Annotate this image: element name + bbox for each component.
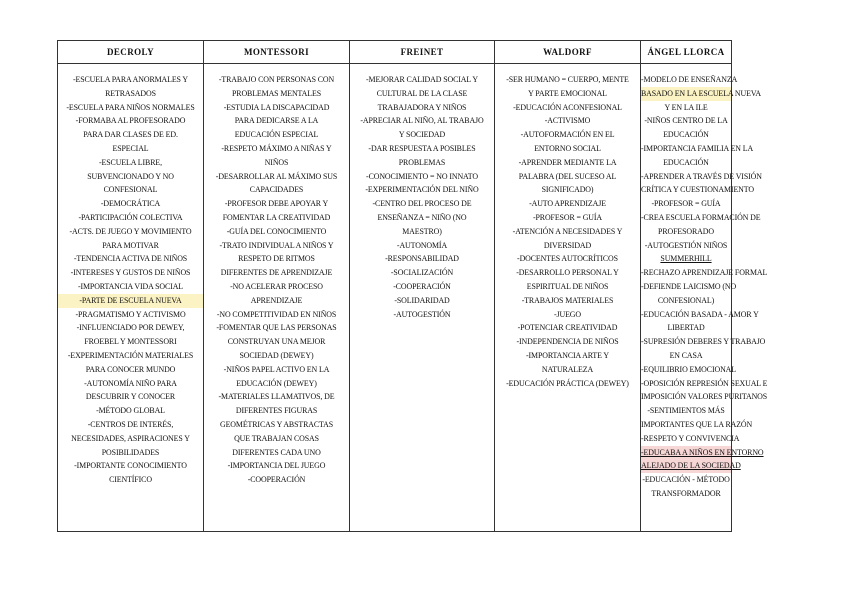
cell-line: ESPECIAL	[112, 143, 149, 153]
cell-line: BASADO EN LA ESCUELA NUEVA	[641, 87, 731, 101]
cell-line: -FORMABA AL PROFESORADO	[75, 116, 186, 126]
cell-line: PARA DEDICARSE A LA	[234, 116, 319, 126]
cell-line: -CENTROS DE INTERÉS,	[87, 419, 174, 429]
cell-line: PROBLEMAS MENTALES	[232, 88, 321, 98]
cell-line: NATURALEZA	[541, 364, 594, 374]
cell-line: -APRENDER MEDIANTE LA	[518, 157, 617, 167]
cell-line: PARA MOTIVAR	[102, 240, 159, 250]
cell-line: ENSEÑANZA = NIÑO (NO	[377, 212, 467, 222]
cell-line: -CENTRO DEL PROCESO DE	[372, 199, 472, 209]
cell-line: Y EN LA ILE	[664, 102, 708, 112]
cell-line: -ACTIVISMO	[544, 116, 591, 126]
cell-line: -JUEGO	[553, 309, 581, 319]
cell-line: -NIÑOS PAPEL ACTIVO EN LA	[223, 364, 330, 374]
cell-line: -TENDENCIA ACTIVA DE NIÑOS	[73, 254, 188, 264]
cell-line: -AUTONOMÍA	[396, 240, 448, 250]
cell-line: EDUCACIÓN	[663, 130, 709, 140]
cell-line: -GUÍA DEL CONOCIMIENTO	[226, 226, 327, 236]
cell-line: DIFERENTES FIGURAS	[235, 406, 318, 416]
cell-line: IMPOSICIÓN VALORES PURITANOS	[641, 392, 768, 402]
column-body-waldorf	[495, 64, 641, 532]
cell-line: SIGNIFICADO)	[541, 185, 594, 195]
column-header-montessori: MONTESSORI	[204, 41, 350, 64]
cell-line: ESPIRITUAL DE NIÑOS	[526, 281, 609, 291]
cell-line: -DEFIENDE LAICISMO (NO	[641, 281, 737, 291]
cell-line: PROBLEMAS	[398, 157, 446, 167]
cell-line: CULTURAL DE LA CLASE	[376, 88, 468, 98]
cell-line: IMPORTANTES QUE LA RAZÓN	[641, 419, 753, 429]
column-body-freinet	[350, 64, 495, 532]
cell-line: LIBERTAD	[667, 323, 705, 333]
cell-line: DIVERSIDAD	[543, 240, 592, 250]
cell-line: -AUTONOMÍA NIÑO PARA	[84, 378, 177, 388]
cell-line: -AUTOGESTIÓN NIÑOS	[644, 240, 728, 250]
cell-line: -ATENCIÓN A NECESIDADES Y	[512, 226, 623, 236]
cell-line: -APRECIAR AL NIÑO, AL TRABAJO	[360, 116, 484, 126]
cell-line: -INFLUENCIADO POR DEWEY,	[76, 323, 185, 333]
cell-line: -TRATO INDIVIDUAL A NIÑOS Y	[219, 240, 334, 250]
cell-line: -DEMOCRÁTICA	[100, 199, 161, 209]
cell-line: -EXPERIMENTACIÓN DEL NIÑO	[365, 185, 479, 195]
cell-line: -EXPERIMENTACIÓN MATERIALES	[67, 350, 194, 360]
cell-line: -OPOSICIÓN REPRESIÓN SEXUAL E	[641, 378, 768, 388]
cell-line: Y SOCIEDAD	[398, 130, 446, 140]
cell-line: -SUPRESIÓN DEBERES Y TRABAJO	[641, 337, 766, 347]
cell-line: -IMPORTANCIA FAMILIA EN LA	[641, 143, 754, 153]
cell-line: -PARTICIPACIÓN COLECTIVA	[78, 212, 183, 222]
cell-line: DIFERENTES CADA UNO	[232, 447, 321, 457]
cell-line: -IMPORTANCIA DEL JUEGO	[227, 461, 326, 471]
cell-line: GEOMÉTRICAS Y ABSTRACTAS	[219, 419, 333, 429]
cell-line: -EDUCABA A NIÑOS EN ENTORNO	[641, 446, 731, 460]
cell-line: SUBVENCIONADO Y NO	[87, 171, 174, 181]
cell-line: -NO COMPETITIVIDAD EN NIÑOS	[216, 309, 337, 319]
cell-line: -PROFESOR DEBE APOYAR Y	[224, 199, 329, 209]
cell-line: DIFERENTES DE APRENDIZAJE	[220, 268, 333, 278]
cell-line: -DOCENTES AUTOCRÍTICOS	[517, 254, 618, 264]
cell-line: -PROFESOR = GUÍA	[532, 212, 603, 222]
cell-line: CRÍTICA Y CUESTIONAMIENTO	[641, 185, 754, 195]
column-header-decroly: DECROLY	[58, 41, 204, 64]
column-header-freinet: FREINET	[350, 41, 495, 64]
cell-line: EDUCACIÓN	[663, 157, 709, 167]
cell-line: QUE TRABAJAN COSAS	[234, 433, 319, 443]
cell-line: SUMMERHILL	[660, 254, 712, 264]
cell-line: -DESARROLLAR AL MÁXIMO SUS	[215, 171, 338, 181]
cell-line: DESCUBRIR Y CONOCER	[85, 392, 176, 402]
cell-line: -PROFESOR = GUÍA	[651, 199, 721, 209]
cell-line: -INTERESES Y GUSTOS DE NIÑOS	[70, 268, 191, 278]
cell-line: -SER HUMANO = CUERPO, MENTE	[506, 75, 629, 84]
cell-line: RETRASADOS	[105, 88, 156, 98]
cell-line: -COOPERACIÓN	[393, 281, 451, 291]
cell-line: -EDUCACIÓN - MÉTODO	[642, 475, 730, 485]
cell-line: -CREA ESCUELA FORMACIÓN DE	[641, 212, 761, 222]
cell-line: -ESCUELA LIBRE,	[99, 157, 162, 167]
column-header-waldorf: WALDORF	[495, 41, 641, 64]
cell-line: -MEJORAR CALIDAD SOCIAL Y	[366, 75, 478, 84]
cell-line: -TRABAJOS MATERIALES	[521, 295, 614, 305]
pedagogy-comparison-table	[57, 40, 768, 532]
cell-line: -AUTOFORMACIÓN EN EL	[520, 130, 615, 140]
cell-line: CONFESIONAL	[103, 185, 158, 195]
cell-line: -ACTS. DE JUEGO Y MOVIMIENTO	[69, 226, 192, 236]
cell-line: -EQUILIBRIO EMOCIONAL	[641, 364, 736, 374]
cell-line: -IMPORTANCIA ARTE Y	[525, 350, 610, 360]
cell-line: -APRENDER A TRAVÉS DE VISIÓN	[641, 171, 762, 181]
cell-line: PROFESORADO	[658, 226, 714, 236]
cell-line: -POTENCIAR CREATIVIDAD	[517, 323, 618, 333]
cell-line: -RESPONSABILIDAD	[385, 254, 459, 264]
cell-line: RESPETO DE RITMOS	[238, 254, 315, 264]
cell-line: EDUCACIÓN ESPECIAL	[234, 130, 319, 140]
cell-line: EDUCACIÓN (DEWEY)	[236, 378, 317, 388]
column-body-montessori	[204, 64, 350, 532]
cell-line: -PARTE DE ESCUELA NUEVA	[58, 294, 203, 308]
cell-line: -NO ACELERAR PROCESO	[230, 281, 323, 291]
cell-line: NIÑOS	[264, 157, 289, 167]
cell-line: -AUTOGESTIÓN	[393, 309, 451, 319]
cell-line: POSIBILIDADES	[101, 447, 160, 457]
cell-line: CONSTRUYAN UNA MEJOR	[227, 337, 326, 347]
cell-line: -IMPORTANCIA VIDA SOCIAL	[77, 281, 184, 291]
cell-line: -PRAGMATISMO Y ACTIVISMO	[75, 309, 186, 319]
cell-line: -NIÑOS CENTRO DE LA	[644, 116, 728, 126]
cell-line: -IMPORTANTE CONOCIMIENTO	[74, 461, 187, 471]
cell-line: -EDUCACIÓN PRÁCTICA (DEWEY)	[506, 378, 629, 388]
cell-line: -ESTUDIA LA DISCAPACIDAD	[223, 102, 330, 112]
cell-line: -RESPETO Y CONVIVENCIA	[641, 433, 740, 443]
cell-line: -RESPETO MÁXIMO A NIÑAS Y	[221, 143, 332, 153]
cell-line: -INDEPENDENCIA DE NIÑOS	[516, 337, 619, 347]
cell-line: -AUTO APRENDIZAJE	[529, 199, 606, 209]
cell-line: -EDUCACIÓN BASADA - AMOR Y	[641, 309, 759, 319]
cell-line: ENTORNO SOCIAL	[534, 143, 601, 153]
cell-line: CIENTÍFICO	[109, 475, 152, 485]
cell-line: -MÉTODO GLOBAL	[96, 406, 165, 416]
cell-line: CONFESIONAL)	[657, 295, 715, 305]
column-header-angel-llorca: ÁNGEL LLORCA	[641, 41, 732, 64]
cell-line: -SOLIDARIDAD	[394, 295, 450, 305]
cell-line: -EDUCACIÓN ACONFESIONAL	[513, 102, 622, 112]
cell-line: -RECHAZO APRENDIZAJE FORMAL	[641, 268, 768, 278]
content-row	[58, 64, 732, 532]
cell-line: NECESIDADES, ASPIRACIONES Y	[71, 433, 190, 443]
cell-line: -MATERIALES LLAMATIVOS, DE	[218, 392, 335, 402]
cell-line: SOCIEDAD (DEWEY)	[239, 350, 314, 360]
cell-line: -MODELO DE ENSEÑANZA	[641, 75, 738, 84]
cell-line: -SENTIMIENTOS MÁS	[647, 406, 725, 416]
cell-line: -DESARROLLO PERSONAL Y	[516, 268, 619, 278]
cell-line: FROEBEL Y MONTESSORI	[84, 337, 177, 347]
cell-line: -CONOCIMIENTO = NO INNATO	[366, 171, 478, 181]
cell-line: TRABAJADORA Y NIÑOS	[377, 102, 467, 112]
cell-line: PALABRA (DEL SUCESO AL	[518, 171, 617, 181]
cell-line: PARA DAR CLASES DE ED.	[83, 130, 178, 140]
column-body-decroly	[58, 64, 204, 532]
cell-line: MAESTRO)	[402, 226, 442, 236]
cell-line: Y PARTE EMOCIONAL	[528, 88, 607, 98]
cell-line: -FOMENTAR QUE LAS PERSONAS	[216, 323, 337, 333]
cell-line: -TRABAJO CON PERSONAS CON	[218, 75, 335, 84]
cell-line: TRANSFORMADOR	[651, 488, 721, 498]
cell-line: -ESCUELA PARA NIÑOS NORMALES	[66, 102, 195, 112]
column-body-angel-llorca	[641, 64, 768, 532]
cell-line: CAPACIDADES	[249, 185, 304, 195]
cell-line: FOMENTAR LA CREATIVIDAD	[222, 212, 331, 222]
cell-line: -DAR RESPUESTA A POSIBLES	[368, 143, 476, 153]
cell-line: -COOPERACIÓN	[247, 475, 306, 485]
cell-line: ALEJADO DE LA SOCIEDAD	[641, 459, 731, 473]
cell-line: -SOCIALIZACIÓN	[390, 268, 454, 278]
cell-line: PARA CONOCER MUNDO	[85, 364, 176, 374]
cell-line: APRENDIZAJE	[250, 295, 303, 305]
cell-line: -ESCUELA PARA ANORMALES Y	[72, 75, 189, 84]
header-row	[58, 41, 732, 64]
cell-line: EN CASA	[669, 350, 703, 360]
